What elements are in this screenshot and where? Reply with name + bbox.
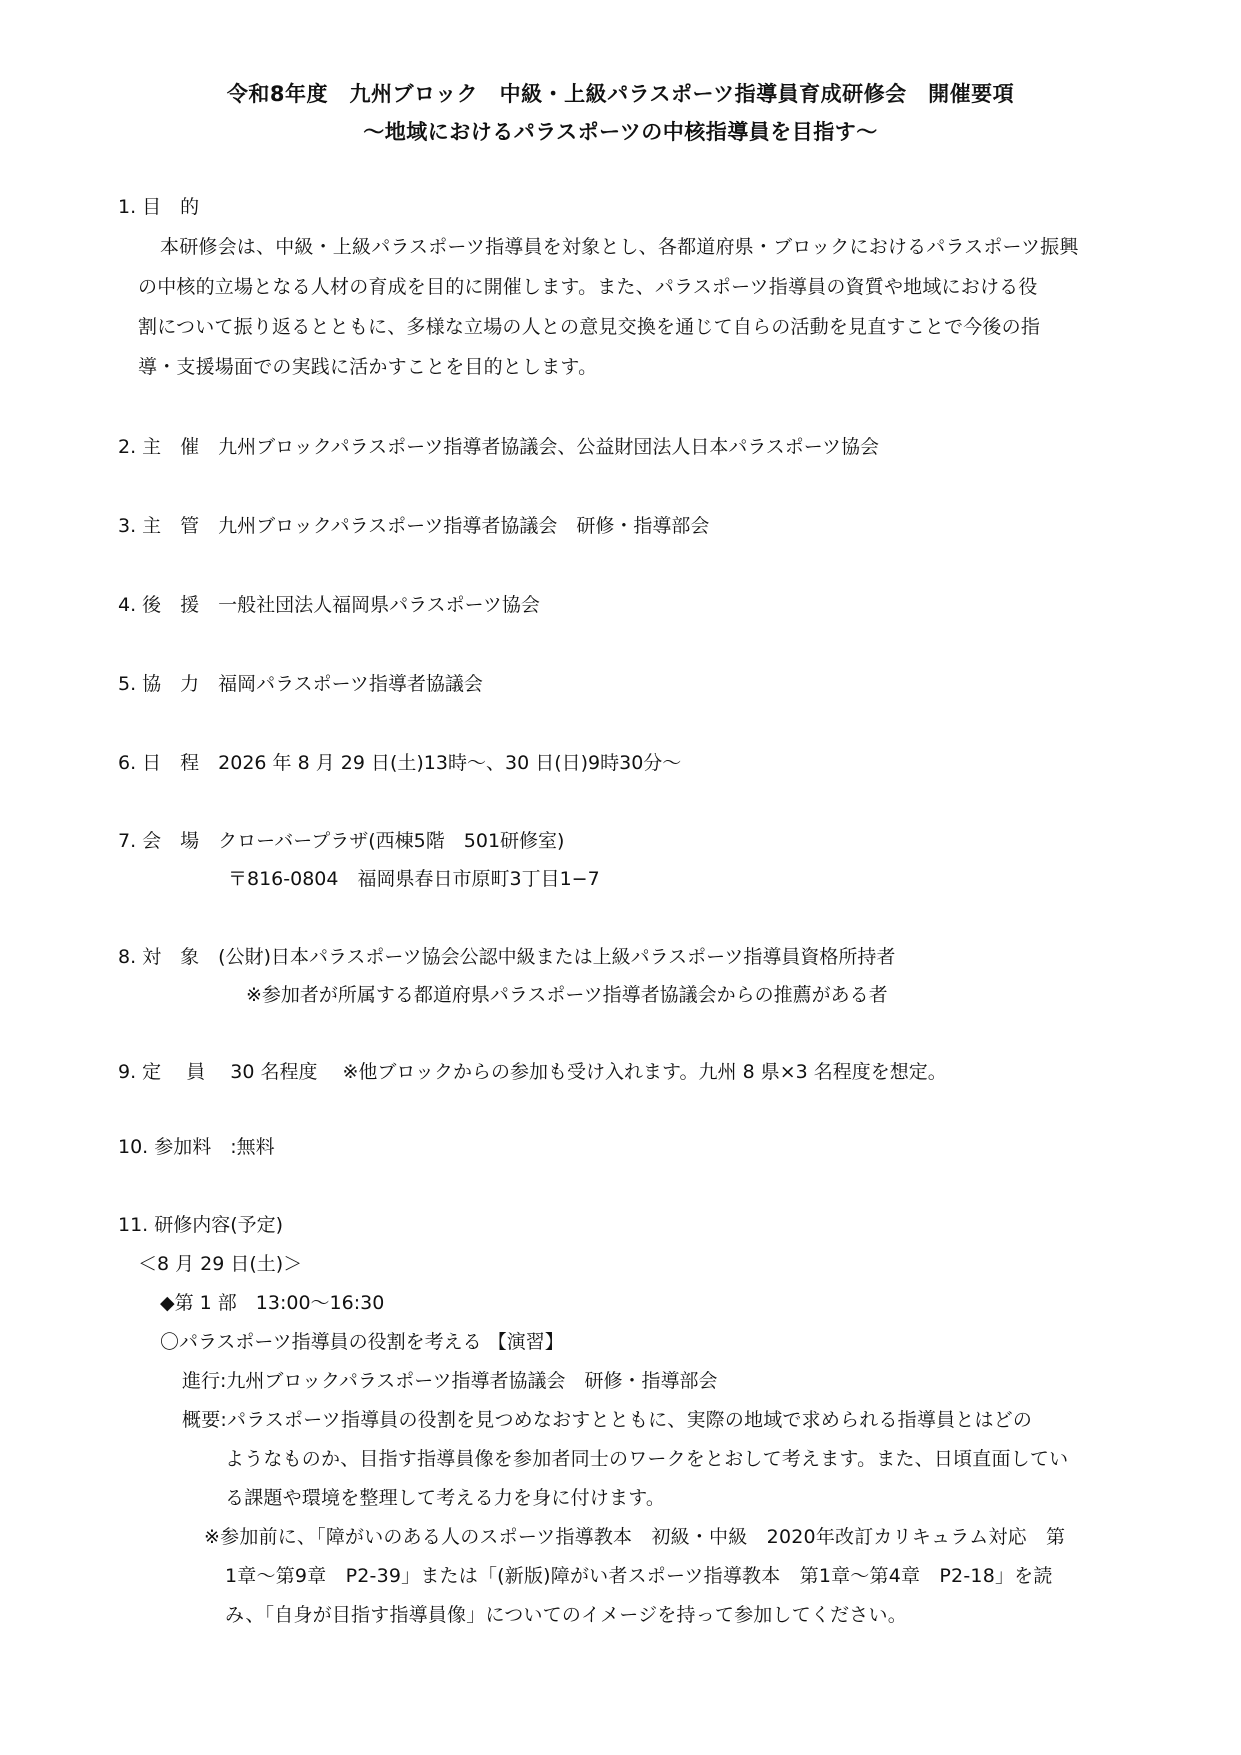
content-overview-line: ようなものか、目指す指導員像を参加者同士のワークをとおして考えます。また、日頃直面してい (225, 1448, 1069, 1470)
document-subtitle: ～地域におけるパラスポーツの中核指導員を目指す～ (363, 120, 878, 144)
schedule-line: 6. 日 程 2026 年 8 月 29 日(土)13時～、30 日(日)9時30分～ (118, 752, 682, 774)
content-part: ◆第 1 部 13:00～16:30 (160, 1292, 385, 1314)
content-note-line: ※参加前に、「障がいのある人のスポーツ指導教本 初級・中級 2020年改訂カリキュラム対応 第 (204, 1526, 1066, 1548)
purpose-line: 導・支援場面での実践に活かすことを目的とします。 (138, 356, 598, 378)
fee-line: 10. 参加料 :無料 (118, 1136, 275, 1158)
purpose-heading: 1. 目 的 (118, 196, 200, 218)
content-session: 〇パラスポーツ指導員の役割を考える 【演習】 (160, 1331, 564, 1353)
content-note-line: 1章～第9章 P2-39」または「(新版)障がい者スポーツ指導教本 第1章～第4章 P2-18」を読 (225, 1565, 1053, 1587)
content-day: ＜8 月 29 日(土)＞ (138, 1253, 303, 1275)
purpose-line: 本研修会は、中級・上級パラスポーツ指導員を対象とし、各都道府県・ブロックにおけるパラスポーツ振興 (160, 236, 1079, 258)
management-line: 3. 主 管 九州ブロックパラスポーツ指導者協議会 研修・指導部会 (118, 515, 710, 537)
content-overview-line: 概要:パラスポーツ指導員の役割を見つめなおすとともに、実際の地域で求められる指導員とはどの (182, 1409, 1033, 1431)
venue-address: 〒816-0804 福岡県春日市原町3丁目1−7 (228, 868, 600, 890)
document-title: 令和8年度 九州ブロック 中級・上級パラスポーツ指導員育成研修会 開催要項 (226, 82, 1015, 106)
organizer-line: 2. 主 催 九州ブロックパラスポーツ指導者協議会、公益財団法人日本パラスポーツ協会 (118, 436, 879, 458)
cooperation-line: 5. 協 力 福岡パラスポーツ指導者協議会 (118, 673, 483, 695)
support-line: 4. 後 援 一般社団法人福岡県パラスポーツ協会 (118, 594, 540, 616)
target-note: ※参加者が所属する都道府県パラスポーツ指導者協議会からの推薦がある者 (246, 984, 888, 1006)
content-note-line: み、「自身が目指す指導員像」についてのイメージを持って参加してください。 (225, 1604, 907, 1626)
purpose-line: の中核的立場となる人材の育成を目的に開催します。また、パラスポーツ指導員の資質や地域における役 (138, 276, 1038, 298)
purpose-line: 割について振り返るとともに、多様な立場の人との意見交換を通じて自らの活動を見直すことで今後の指 (138, 316, 1041, 338)
content-overview-line: る課題や環境を整理して考える力を身に付けます。 (225, 1487, 666, 1509)
content-heading: 11. 研修内容(予定) (118, 1214, 284, 1236)
venue-line: 7. 会 場 クローバープラザ(西棟5階 501研修室) (118, 830, 565, 852)
target-line: 8. 対 象 (公財)日本パラスポーツ協会公認中級または上級パラスポーツ指導員資格所持者 (118, 946, 896, 968)
capacity-line: 9. 定 員 30 名程度 ※他ブロックからの参加も受け入れます。九州 8 県×3 名程度を想定。 (118, 1061, 947, 1083)
content-facilitator: 進行:九州ブロックパラスポーツ指導者協議会 研修・指導部会 (182, 1370, 718, 1392)
